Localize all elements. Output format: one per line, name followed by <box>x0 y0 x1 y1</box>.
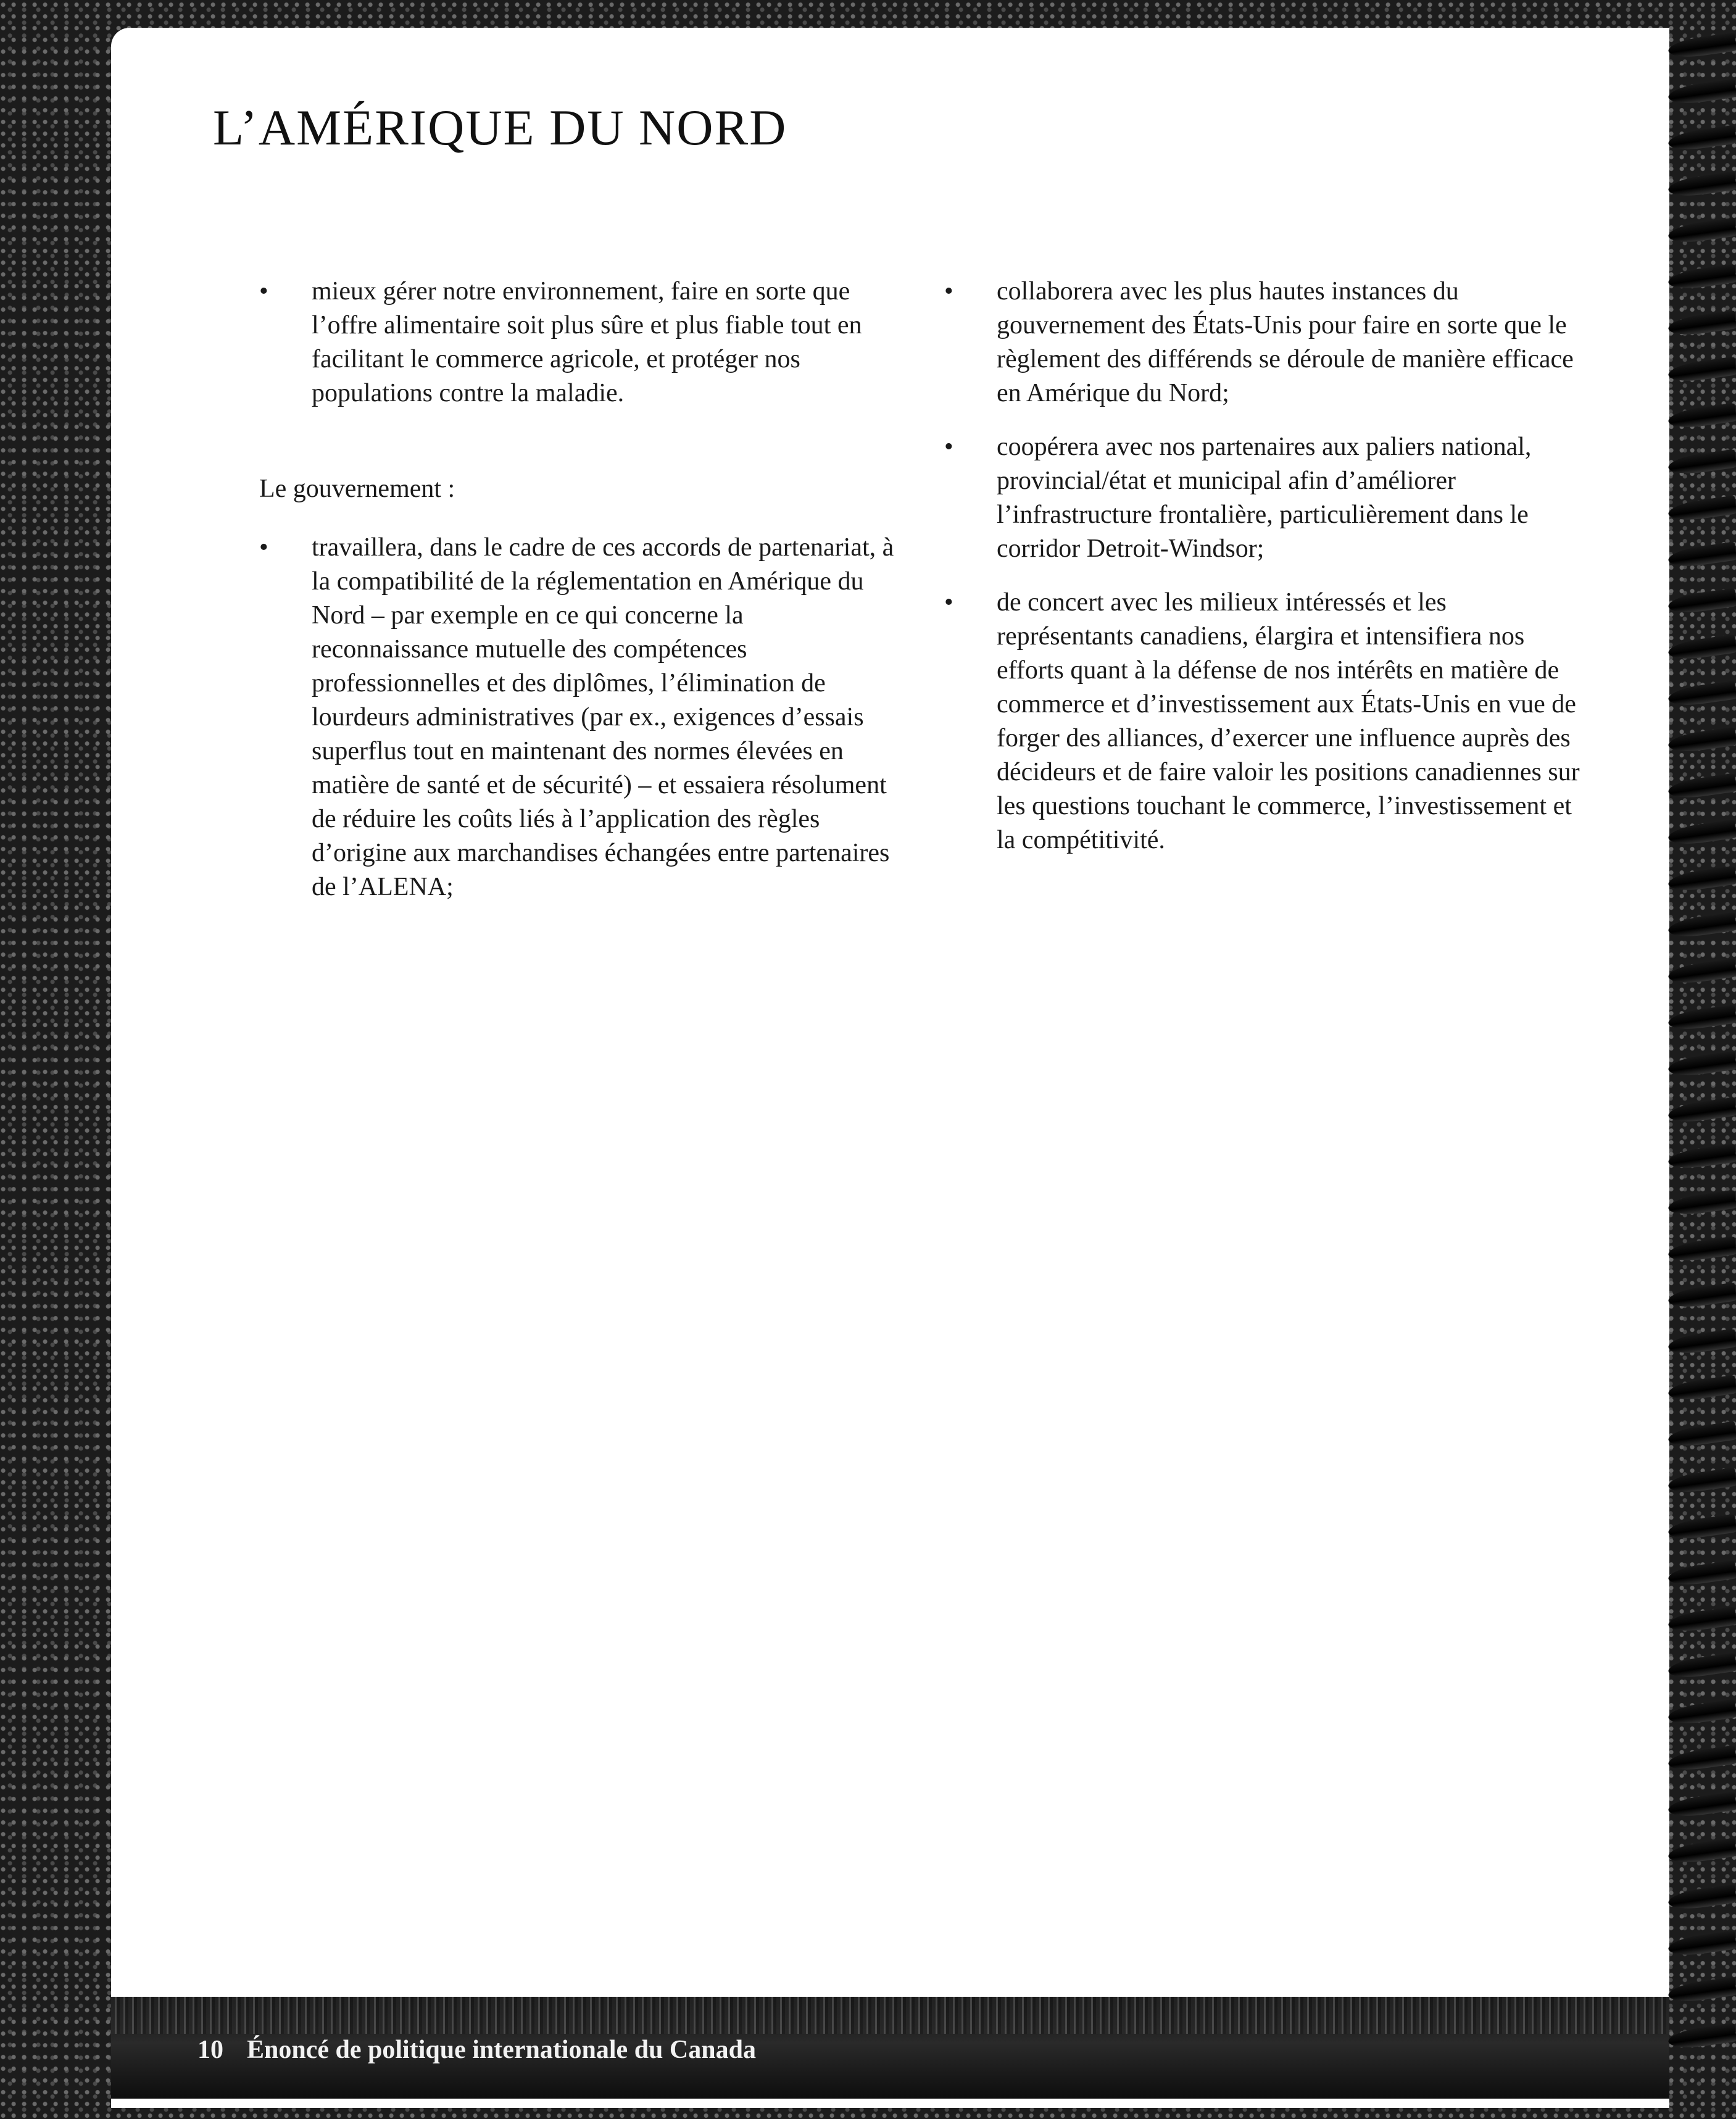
spiral-coil <box>1667 125 1736 152</box>
spiral-coil <box>1667 2023 1736 2050</box>
spiral-coil <box>1667 1976 1736 2004</box>
list-item: • travaillera, dans le cadre de ces accords de partenariat, à la compatibilité de la réglementation en Amérique du Nord – par exemple en ce qui concerne la reconnaissance mutuelle des compétences professionnelles et des diplômes, l’élimination de lourdeurs administratives (par ex., exigences d’essais superflus tout en maintenant des normes élevées en matière de santé et de sécurité) – et essaiera résolument de réduire les coûts liés à l’application des règles d’origine aux marchandises échangées entre partenaires de l’ALENA; <box>259 531 901 904</box>
spiral-coil <box>1667 1930 1736 1958</box>
spiral-coil <box>1667 634 1736 662</box>
list-item: • coopérera avec nos partenaires aux paliers national, provincial/état et municipal afin d’améliorer l’infrastructure frontalière, particulièrement dans le corridor Detroit-Windsor; <box>944 430 1586 566</box>
spiral-coil <box>1667 356 1736 384</box>
spiral-coil <box>1667 264 1736 291</box>
spiral-coil <box>1667 402 1736 430</box>
spiral-coil <box>1667 171 1736 199</box>
spiral-coil <box>1667 32 1736 60</box>
spiral-coil <box>1667 1421 1736 1449</box>
page-title: L’AMÉRIQUE DU NORD <box>213 99 787 156</box>
spiral-coil <box>1667 865 1736 893</box>
spiral-coil <box>1667 217 1736 245</box>
spiral-coil <box>1667 1699 1736 1726</box>
spiral-coil <box>1667 1745 1736 1773</box>
spiral-coil <box>1667 541 1736 569</box>
spiral-coil <box>1667 1791 1736 1819</box>
page-footer <box>111 1997 1669 2099</box>
spiral-coil <box>1667 1004 1736 1032</box>
government-lead: Le gouvernement : <box>259 475 455 503</box>
spiral-coil <box>1667 1375 1736 1402</box>
publication-title: Énoncé de politique internationale du Canada <box>247 2036 756 2064</box>
spiral-coil <box>1667 1467 1736 1495</box>
list-item: • mieux gérer notre environnement, faire en sorte que l’offre alimentaire soit plus sûre et plus fiable tout en facilitant le commerce agricole, et protéger nos populations contre la maladie. <box>259 275 901 410</box>
spiral-coil <box>1667 1606 1736 1634</box>
spiral-coil <box>1667 495 1736 523</box>
spiral-coil <box>1667 1236 1736 1263</box>
spiral-coil <box>1667 1328 1736 1356</box>
page-number: 10 <box>197 2036 223 2064</box>
left-column <box>259 275 901 904</box>
footer-label <box>197 2035 756 2065</box>
spiral-coil <box>1667 819 1736 847</box>
intro-bullet-list <box>259 275 901 410</box>
spiral-coil <box>1667 310 1736 338</box>
spiral-coil <box>1667 1051 1736 1078</box>
spiral-coil <box>1667 1884 1736 1912</box>
spiral-coil <box>1667 912 1736 939</box>
spiral-coil <box>1667 1838 1736 1865</box>
list-item: • de concert avec les milieux intéressés et les représentants canadiens, élargira et intensifiera nos efforts quant à la défense de nos intérêts en matière de commerce et d’investissement aux États-Unis en vue de forger des alliances, d’exercer une influence auprès des décideurs et de faire valoir les positions canadiennes sur les questions touchant le commerce, l’investissement et la compétitivité. <box>944 586 1586 857</box>
spiral-coil <box>1667 1143 1736 1171</box>
spiral-coil <box>1667 726 1736 754</box>
spiral-coil <box>1667 1189 1736 1217</box>
spiral-coil <box>1667 680 1736 708</box>
spiral-coil <box>1667 1560 1736 1588</box>
spiral-coil <box>1667 1097 1736 1125</box>
spiral-coil <box>1667 1282 1736 1310</box>
right-column <box>944 275 1586 877</box>
spiral-coil <box>1667 773 1736 801</box>
list-item: • collaborera avec les plus hautes instances du gouvernement des États-Unis pour faire en sorte que le règlement des différends se déroule de manière efficace en Amérique du Nord; <box>944 275 1586 410</box>
spiral-coil <box>1667 78 1736 106</box>
spiral-coil <box>1667 449 1736 477</box>
right-bullet-list <box>944 275 1586 857</box>
government-bullet-list <box>259 531 901 904</box>
document-page <box>111 28 1669 2108</box>
spiral-binding <box>1662 37 1736 2092</box>
spiral-coil <box>1667 958 1736 986</box>
spiral-coil <box>1667 1652 1736 1680</box>
footer-texture <box>111 1997 1669 2034</box>
spiral-coil <box>1667 1513 1736 1541</box>
spiral-coil <box>1667 588 1736 615</box>
